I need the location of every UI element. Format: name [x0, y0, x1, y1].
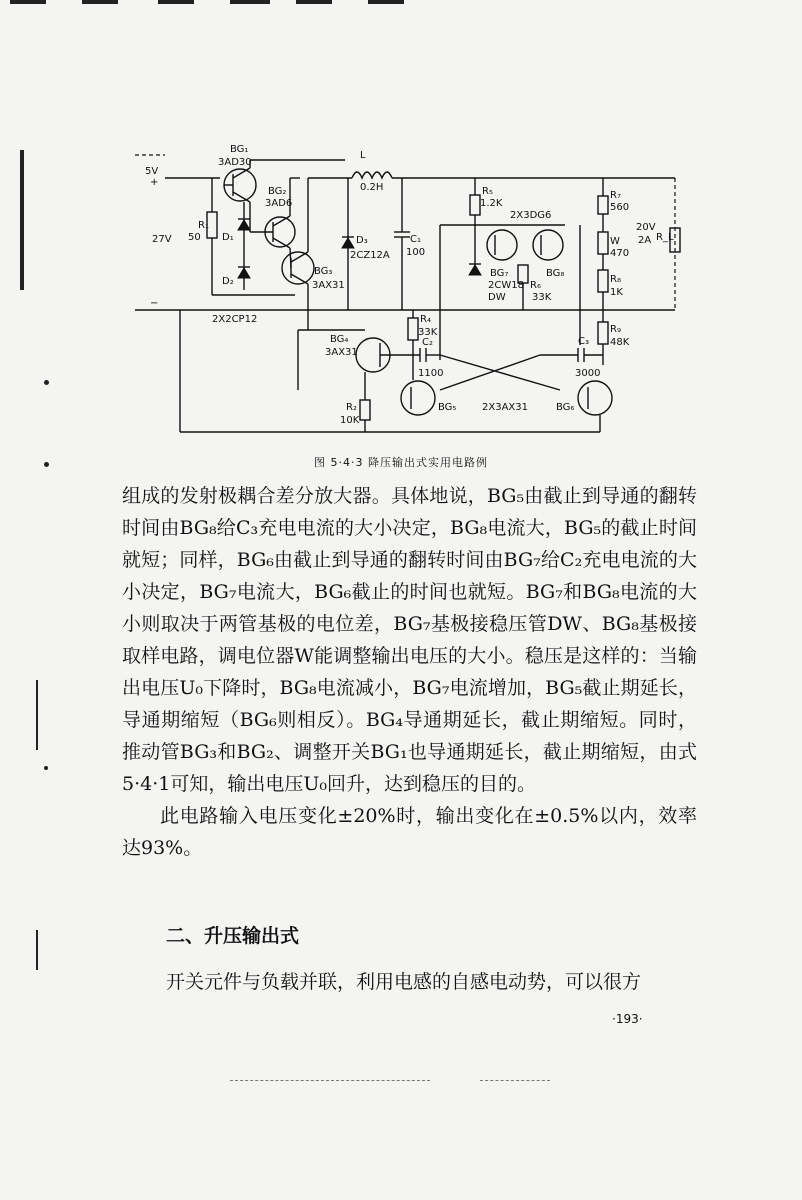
label-r6-val: 33K — [532, 292, 552, 303]
label-d12-type: 2X2CP12 — [212, 314, 258, 325]
label-d3-type: 2CZ12A — [350, 250, 390, 261]
label-r7-val: 560 — [610, 202, 630, 213]
label-v27: 27V — [152, 234, 172, 245]
circuit-diagram — [120, 140, 690, 440]
label-d3: D₃ — [356, 235, 368, 246]
binding-mark — [36, 680, 38, 750]
label-r8: R₈ — [610, 274, 621, 285]
label-c1: C₁ — [410, 234, 421, 245]
label-bg6: BG₆ — [556, 402, 575, 413]
figure-caption: 图 5·4·3 降压输出式实用电路例 — [314, 456, 488, 469]
label-pair56: 2X3AX31 — [482, 402, 528, 413]
label-r5-val: 1.2K — [480, 198, 503, 209]
bottom-rule — [230, 1080, 430, 1082]
label-dw-type: 2CW18 — [488, 280, 524, 291]
label-r1-val: 50 — [188, 232, 201, 243]
label-c2: C₂ — [422, 337, 433, 348]
label-bg4: BG₄ — [330, 334, 349, 345]
label-bg8: BG₈ — [546, 268, 565, 279]
label-l: L — [360, 150, 366, 161]
label-v5: 5V — [145, 166, 159, 177]
label-r7: R₇ — [610, 190, 621, 201]
label-bg3-type: 3AX31 — [312, 280, 345, 291]
top-rule — [368, 0, 404, 4]
label-r2-val: 10K — [340, 415, 360, 426]
top-rule — [10, 0, 46, 4]
label-bg4-type: 3AX31 — [325, 347, 358, 358]
label-pair78: 2X3DG6 — [510, 210, 552, 221]
paragraph: 组成的发射极耦合差分放大器。具体地说，BG₅由截止到导通的翻转时间由BG₈给C₃充电电流的大小决定，BG₈电流大，BG₅的截止时间就短；同样，BG₆由截止到导通的翻转时间由BG₇给C₂充电电流的大小决定，BG₇电流大，BG₆截止的时间也就短。BG₇和BG₈电流的大小则取决于两管基极的电位差，BG₇基极接稳压管DW、BG₈基极接取样电路，调电位器W能调整输出电压的大小。稳压是这样的：当输出电压U₀下降时，BG₈电流减小，BG₇电流增加，BG₅截止期延长，导通期缩短（BG₆则相反）。BG₄导通期延长，截止期缩短。同时，推动管BG₃和BG₂、调整开关BG₁也导通期延长，截止期缩短，由式5·4·1可知，输出电压U₀回升，达到稳压的目的。 — [122, 485, 697, 795]
paragraph-start: 开关元件与负载并联，利用电感的自感电动势，可以很方 — [166, 971, 642, 993]
label-w-val: 470 — [610, 248, 630, 259]
label-c2-val: 1100 — [418, 368, 444, 379]
label-bg1-type: 3AD30 — [218, 157, 252, 168]
label-d2: D₂ — [222, 276, 234, 287]
body-text — [122, 480, 697, 864]
binding-mark — [20, 150, 24, 290]
label-minus: − — [150, 298, 159, 309]
label-bg3: BG₃ — [314, 266, 333, 277]
top-rule — [158, 0, 194, 4]
label-plus: + — [150, 177, 159, 188]
label-r4: R₄ — [420, 314, 431, 325]
label-r5: R₅ — [482, 186, 493, 197]
label-bg1: BG₁ — [230, 144, 249, 155]
label-out-v: 20V — [636, 222, 656, 233]
label-r8-val: 1K — [610, 287, 623, 298]
label-bg7: BG₇ — [490, 268, 509, 279]
label-r2: R₂ — [346, 402, 357, 413]
label-r1: R₁ — [198, 220, 209, 231]
label-c1-val: 100 — [406, 247, 426, 258]
top-rule — [82, 0, 118, 4]
top-rule — [296, 0, 332, 4]
label-r6: R₆ — [530, 280, 541, 291]
label-rl: R_L — [656, 232, 674, 243]
label-out-i: 2A — [638, 235, 652, 246]
label-r4-val: 33K — [418, 327, 438, 338]
label-bg2: BG₂ — [268, 186, 287, 197]
page-number: ·193· — [612, 1012, 643, 1026]
label-c3: C₃ — [578, 336, 589, 347]
label-d1: D₁ — [222, 232, 234, 243]
label-r9-val: 48K — [610, 337, 630, 348]
label-c3-val: 3000 — [575, 368, 601, 379]
label-w: W — [610, 236, 620, 247]
label-dw: DW — [488, 292, 506, 303]
binding-mark — [44, 766, 48, 770]
top-rule — [230, 0, 270, 4]
label-bg2-type: 3AD6 — [265, 198, 293, 209]
bottom-rule — [480, 1080, 550, 1082]
binding-mark — [36, 930, 38, 970]
section-heading: 二、升压输出式 — [166, 925, 300, 947]
paragraph: 此电路输入电压变化±20%时，输出变化在±0.5%以内，效率达93%。 — [122, 805, 697, 859]
label-l-val: 0.2H — [360, 182, 384, 193]
label-bg5: BG₅ — [438, 402, 457, 413]
label-r9: R₉ — [610, 324, 621, 335]
binding-mark — [44, 380, 49, 385]
